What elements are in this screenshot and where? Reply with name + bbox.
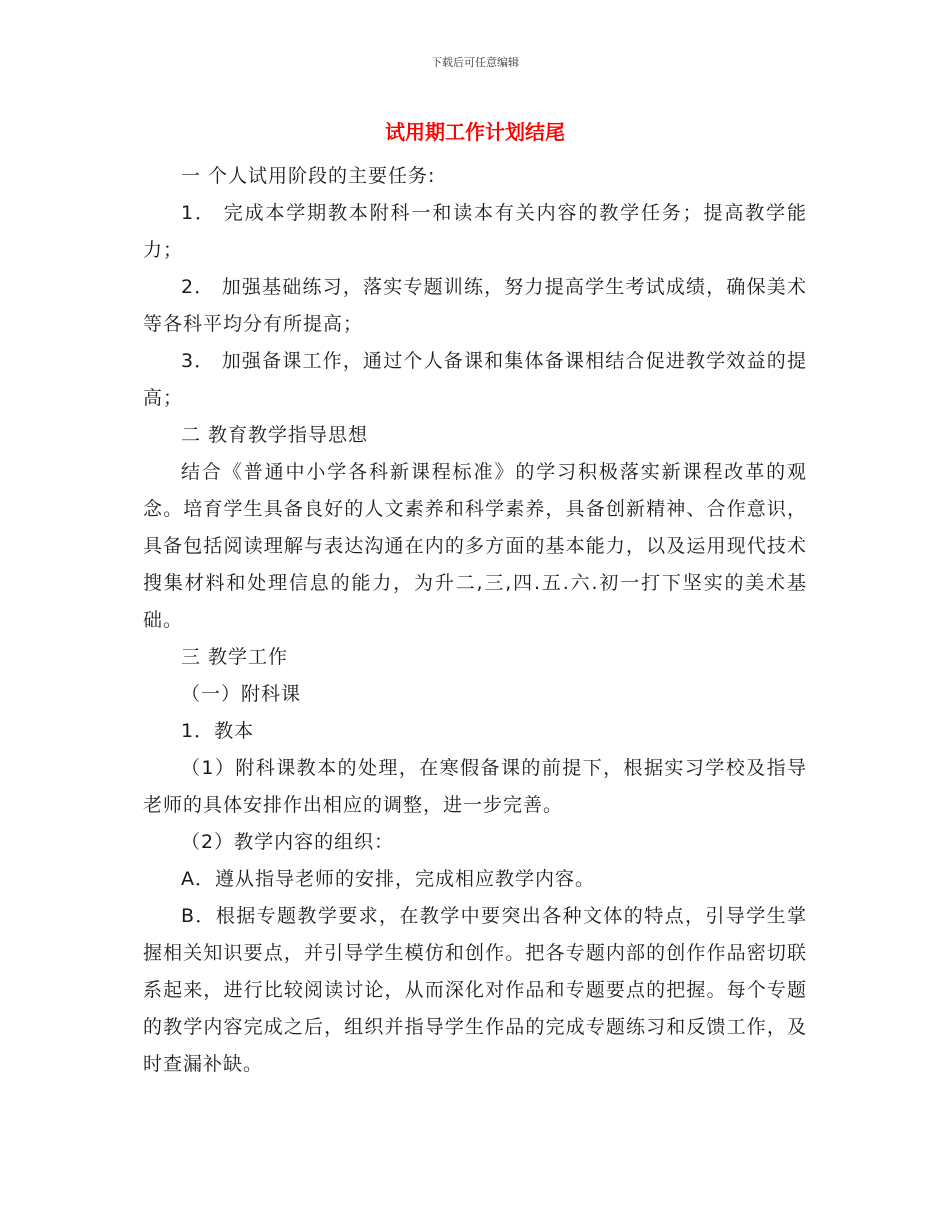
task-item-3: 3． 加强备课工作，通过个人备课和集体备课相结合促进教学效益的提高；	[143, 350, 807, 409]
guiding-ideas-paragraph: 结合《普通中小学各科新课程标准》的学习积极落实新课程改革的观念。培育学生具备良好的人文素养和科学素养，具备创新精神、合作意识，具备包括阅读理解与表达沟通在内的多方面的基本能力，以及运用现代技术搜集材料和处理信息的能力，为升二,三,四.五.六.初一打下坚实的美术基础。	[143, 461, 807, 631]
task-item-1: 1． 完成本学期教本附科一和读本有关内容的教学任务；提高教学能力；	[143, 202, 807, 261]
content-item-b: B．根据专题教学要求，在教学中要突出各种文体的特点，引导学生掌握相关知识要点，并引导学生模仿和创作。把各专题内部的创作作品密切联系起来，进行比较阅读讨论，从而深化对作品和专题要点的把握。每个专题的教学内容完成之后，组织并指导学生作品的完成专题练习和反馈工作，及时查漏补缺。	[143, 905, 807, 1075]
section-heading-2: 二 教育教学指导思想	[181, 424, 369, 446]
textbook-item-2: （2）教学内容的组织：	[181, 831, 395, 853]
item-heading-textbook: 1．教本	[181, 720, 255, 742]
document-title: 试用期工作计划结尾	[385, 120, 565, 144]
section-heading-1: 一 个人试用阶段的主要任务:	[181, 165, 436, 187]
textbook-item-1: （1）附科课教本的处理，在寒假备课的前提下，根据实习学校及指导老师的具体安排作出相应的调整，进一步完善。	[143, 757, 807, 816]
content-item-a: A．遵从指导老师的安排，完成相应教学内容。	[181, 868, 595, 890]
task-item-2: 2． 加强基础练习，落实专题训练，努力提高学生考试成绩，确保美术等各科平均分有所提高；	[143, 276, 807, 335]
section-heading-3: 三 教学工作	[181, 646, 289, 668]
subsection-heading: （一）附科课	[181, 683, 302, 705]
document-body	[143, 158, 807, 1083]
header-note: 下载后可任意编辑	[431, 56, 519, 69]
